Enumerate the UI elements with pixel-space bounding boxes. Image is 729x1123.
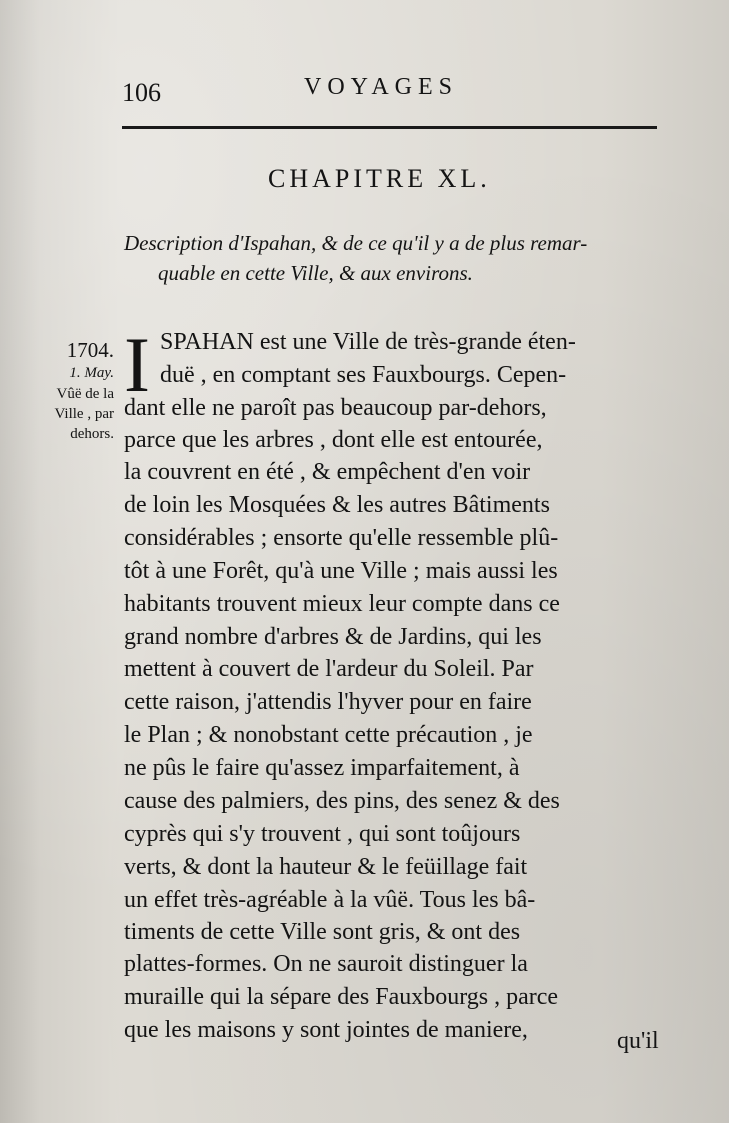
margin-date: 1. May. [69,365,114,381]
text-line: SPAHAN est une Ville de très-grande éten- [160,329,576,355]
text-line: duë , en comptant ses Fauxbourgs. Cepen- [160,362,567,388]
text-line: dant elle ne paroît pas beaucoup par-dehors, [124,395,547,421]
running-title: VOYAGES [304,74,459,100]
catchword: qu'il [617,1028,659,1054]
chapter-description-line: Description d'Ispahan, & de ce qu'il y a de plus remar- [124,231,588,255]
text-line: cause des palmiers, des pins, des senez & des [124,788,560,814]
text-line: habitants trouvent mieux leur compte dans ce [124,591,560,617]
margin-note-line: Vûë de la [56,386,114,402]
margin-year: 1704. [66,338,114,362]
chapter-description-line: quable en cette Ville, & aux environs. [158,261,473,285]
margin-note-line: dehors. [70,426,114,442]
text-line: verts, & dont la hauteur & le feüillage fait [124,854,528,880]
text-line: timents de cette Ville sont gris, & ont des [124,919,521,945]
text-line: de loin les Mosquées & les autres Bâtiments [124,492,550,518]
text-line: que les maisons y sont jointes de maniere, [124,1017,528,1043]
text-line: ne pûs le faire qu'assez imparfaitement, à [124,755,520,781]
text-line: tôt à une Forêt, qu'à une Ville ; mais aussi les [124,558,558,584]
page-number: 106 [122,78,161,107]
text-line: muraille qui la sépare des Fauxbourgs , parce [124,984,559,1010]
text-line: un effet très-agréable à la vûë. Tous les bâ- [124,887,536,913]
text-line: mettent à couvert de l'ardeur du Soleil. Par [124,656,534,682]
text-line: le Plan ; & nonobstant cette précaution , je [124,722,533,748]
chapter-title: CHAPITRE XL. [268,164,491,193]
text-line: parce que les arbres , dont elle est entourée, [124,427,543,453]
text-line: plattes-formes. On ne sauroit distinguer la [124,951,528,977]
page-header [122,70,657,110]
text-line: grand nombre d'arbres & de Jardins, qui les [124,624,542,650]
chapter-description [124,228,664,288]
text-line: considérables ; ensorte qu'elle ressemble plû- [124,525,559,551]
text-line: la couvrent en été , & empêchent d'en voir [124,459,531,485]
drop-cap: I [124,321,150,408]
text-line: cette raison, j'attendis l'hyver pour en faire [124,689,532,715]
margin-note-line: Ville , par [54,406,114,422]
text-line: cyprès qui s'y trouvent , qui sont toûjours [124,821,521,847]
header-rule [122,126,657,129]
margin-note [14,338,114,444]
